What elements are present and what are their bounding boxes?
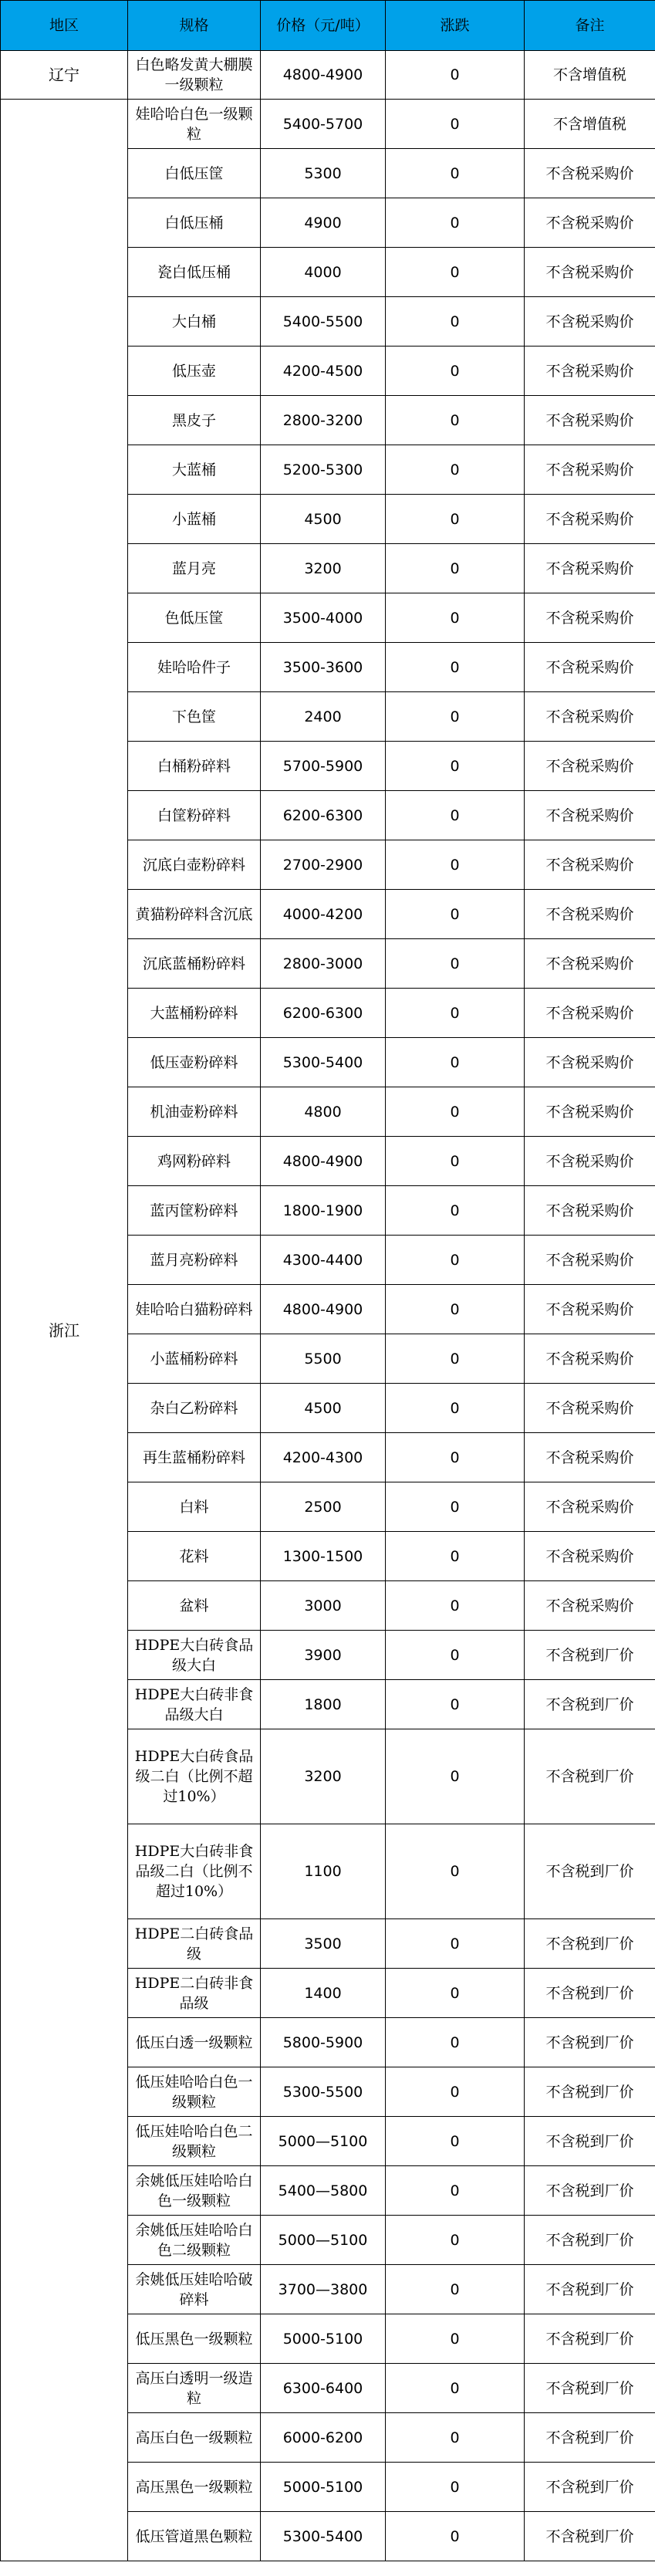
note-cell: 不含税到厂价	[525, 2512, 655, 2561]
spec-cell: 色低压筐	[128, 593, 261, 643]
spec-cell: 白低压桶	[128, 198, 261, 248]
note-cell: 不含税采购价	[525, 1433, 655, 1482]
price-cell: 3500-4000	[261, 593, 386, 643]
change-cell: 0	[386, 2166, 525, 2216]
spec-cell: 娃哈哈白色一级颗粒	[128, 100, 261, 149]
change-cell: 0	[386, 1631, 525, 1680]
change-cell: 0	[386, 1038, 525, 1087]
price-cell: 2800-3000	[261, 939, 386, 989]
spec-cell: HDPE大白砖食品级大白	[128, 1631, 261, 1680]
spec-cell: 沉底蓝桶粉碎料	[128, 939, 261, 989]
price-cell: 5000—5100	[261, 2117, 386, 2166]
change-cell: 0	[386, 396, 525, 445]
note-cell: 不含税到厂价	[525, 1680, 655, 1729]
spec-cell: 白桶粉碎料	[128, 742, 261, 791]
price-cell: 4800-4900	[261, 51, 386, 100]
change-cell: 0	[386, 2463, 525, 2512]
note-cell: 不含税采购价	[525, 1038, 655, 1087]
note-cell: 不含税到厂价	[525, 1919, 655, 1969]
price-cell: 2500	[261, 1482, 386, 1532]
price-cell: 4800	[261, 1087, 386, 1137]
spec-cell: 白筐粉碎料	[128, 791, 261, 840]
spec-cell: HDPE大白砖非食品级大白	[128, 1680, 261, 1729]
spec-cell: 蓝月亮粉碎料	[128, 1236, 261, 1285]
note-cell: 不含税采购价	[525, 840, 655, 890]
price-cell: 3000	[261, 1581, 386, 1631]
change-cell: 0	[386, 1137, 525, 1186]
note-cell: 不含增值税	[525, 51, 655, 100]
change-cell: 0	[386, 297, 525, 347]
price-cell: 5000-5100	[261, 2463, 386, 2512]
spec-cell: 花料	[128, 1532, 261, 1581]
spec-cell: 高压黑色一级颗粒	[128, 2463, 261, 2512]
price-cell: 5200-5300	[261, 445, 386, 495]
note-cell: 不含税采购价	[525, 890, 655, 939]
note-cell: 不含税采购价	[525, 1581, 655, 1631]
note-cell: 不含税到厂价	[525, 2463, 655, 2512]
spec-cell: 大蓝桶粉碎料	[128, 989, 261, 1038]
note-cell: 不含税采购价	[525, 198, 655, 248]
spec-cell: 机油壶粉碎料	[128, 1087, 261, 1137]
price-cell: 2400	[261, 692, 386, 742]
note-cell: 不含税采购价	[525, 1137, 655, 1186]
spec-cell: HDPE大白砖非食品级二白（比例不超过10%）	[128, 1824, 261, 1919]
price-cell: 5300-5400	[261, 1038, 386, 1087]
note-cell: 不含税采购价	[525, 248, 655, 297]
note-cell: 不含税采购价	[525, 989, 655, 1038]
change-cell: 0	[386, 1087, 525, 1137]
price-cell: 1100	[261, 1824, 386, 1919]
spec-cell: 低压管道黑色颗粒	[128, 2512, 261, 2561]
note-cell: 不含税采购价	[525, 692, 655, 742]
region-cell: 辽宁	[1, 51, 128, 100]
price-cell: 4800-4900	[261, 1137, 386, 1186]
price-cell: 3500-3600	[261, 643, 386, 692]
spec-cell: 瓷白低压桶	[128, 248, 261, 297]
price-cell: 2700-2900	[261, 840, 386, 890]
note-cell: 不含税到厂价	[525, 1729, 655, 1824]
change-cell: 0	[386, 2364, 525, 2413]
spec-cell: 小蓝桶粉碎料	[128, 1334, 261, 1384]
change-cell: 0	[386, 1236, 525, 1285]
note-cell: 不含税采购价	[525, 297, 655, 347]
price-cell: 4000-4200	[261, 890, 386, 939]
header-note: 备注	[525, 1, 655, 51]
price-cell: 5300-5400	[261, 2512, 386, 2561]
spec-cell: 低压娃哈哈白色一级颗粒	[128, 2067, 261, 2117]
note-cell: 不含税采购价	[525, 939, 655, 989]
change-cell: 0	[386, 643, 525, 692]
header-region: 地区	[1, 1, 128, 51]
change-cell: 0	[386, 1680, 525, 1729]
change-cell: 0	[386, 2314, 525, 2364]
price-cell: 5000—5100	[261, 2216, 386, 2265]
change-cell: 0	[386, 198, 525, 248]
change-cell: 0	[386, 347, 525, 396]
change-cell: 0	[386, 1285, 525, 1334]
note-cell: 不含税到厂价	[525, 2117, 655, 2166]
spec-cell: 低压壶粉碎料	[128, 1038, 261, 1087]
header-row	[1, 1, 655, 51]
note-cell: 不含税采购价	[525, 1384, 655, 1433]
price-cell: 2800-3200	[261, 396, 386, 445]
price-cell: 3900	[261, 1631, 386, 1680]
spec-cell: 低压壶	[128, 347, 261, 396]
change-cell: 0	[386, 445, 525, 495]
spec-cell: 蓝月亮	[128, 544, 261, 593]
price-cell: 6300-6400	[261, 2364, 386, 2413]
note-cell: 不含税采购价	[525, 1236, 655, 1285]
change-cell: 0	[386, 248, 525, 297]
change-cell: 0	[386, 544, 525, 593]
spec-cell: 余姚低压娃哈哈白色二级颗粒	[128, 2216, 261, 2265]
price-cell: 3200	[261, 544, 386, 593]
price-cell: 6200-6300	[261, 791, 386, 840]
price-cell: 4500	[261, 495, 386, 544]
spec-cell: 鸡网粉碎料	[128, 1137, 261, 1186]
note-cell: 不含税采购价	[525, 1532, 655, 1581]
change-cell: 0	[386, 1482, 525, 1532]
change-cell: 0	[386, 2117, 525, 2166]
change-cell: 0	[386, 791, 525, 840]
note-cell: 不含税采购价	[525, 643, 655, 692]
spec-cell: 白色略发黄大棚膜一级颗粒	[128, 51, 261, 100]
spec-cell: 蓝丙筐粉碎料	[128, 1186, 261, 1236]
price-cell: 5400-5700	[261, 100, 386, 149]
price-cell: 5500	[261, 1334, 386, 1384]
change-cell: 0	[386, 2413, 525, 2463]
change-cell: 0	[386, 2216, 525, 2265]
change-cell: 0	[386, 1433, 525, 1482]
spec-cell: 白低压筐	[128, 149, 261, 198]
header-spec: 规格	[128, 1, 261, 51]
note-cell: 不含税到厂价	[525, 1631, 655, 1680]
note-cell: 不含增值税	[525, 100, 655, 149]
spec-cell: 低压娃哈哈白色二级颗粒	[128, 2117, 261, 2166]
spec-cell: 低压黑色一级颗粒	[128, 2314, 261, 2364]
note-cell: 不含税采购价	[525, 396, 655, 445]
change-cell: 0	[386, 1581, 525, 1631]
price-cell: 5400—5800	[261, 2166, 386, 2216]
note-cell: 不含税到厂价	[525, 2364, 655, 2413]
price-cell: 1300-1500	[261, 1532, 386, 1581]
change-cell: 0	[386, 2512, 525, 2561]
note-cell: 不含税采购价	[525, 347, 655, 396]
price-cell: 5700-5900	[261, 742, 386, 791]
note-cell: 不含税采购价	[525, 1285, 655, 1334]
change-cell: 0	[386, 939, 525, 989]
price-cell: 5300-5500	[261, 2067, 386, 2117]
change-cell: 0	[386, 51, 525, 100]
price-cell: 5400-5500	[261, 297, 386, 347]
note-cell: 不含税采购价	[525, 742, 655, 791]
price-cell: 5000-5100	[261, 2314, 386, 2364]
price-cell: 6200-6300	[261, 989, 386, 1038]
table-row	[1, 51, 655, 100]
price-cell: 5800-5900	[261, 2018, 386, 2067]
note-cell: 不含税到厂价	[525, 2018, 655, 2067]
note-cell: 不含税采购价	[525, 149, 655, 198]
change-cell: 0	[386, 1824, 525, 1919]
change-cell: 0	[386, 1729, 525, 1824]
note-cell: 不含税采购价	[525, 791, 655, 840]
spec-cell: 黄猫粉碎料含沉底	[128, 890, 261, 939]
spec-cell: 大蓝桶	[128, 445, 261, 495]
change-cell: 0	[386, 1969, 525, 2018]
price-cell: 1800-1900	[261, 1186, 386, 1236]
change-cell: 0	[386, 692, 525, 742]
note-cell: 不含税采购价	[525, 1087, 655, 1137]
spec-cell: 娃哈哈件子	[128, 643, 261, 692]
spec-cell: 沉底白壶粉碎料	[128, 840, 261, 890]
spec-cell: 低压白透一级颗粒	[128, 2018, 261, 2067]
change-cell: 0	[386, 840, 525, 890]
price-cell: 4900	[261, 198, 386, 248]
change-cell: 0	[386, 1334, 525, 1384]
spec-cell: 下色筐	[128, 692, 261, 742]
price-cell: 4200-4500	[261, 347, 386, 396]
spec-cell: HDPE大白砖食品级二白（比例不超过10%）	[128, 1729, 261, 1824]
spec-cell: 大白桶	[128, 297, 261, 347]
header-price: 价格（元/吨）	[261, 1, 386, 51]
change-cell: 0	[386, 149, 525, 198]
spec-cell: 娃哈哈白猫粉碎料	[128, 1285, 261, 1334]
price-cell: 3700—3800	[261, 2265, 386, 2314]
spec-cell: 再生蓝桶粉碎料	[128, 1433, 261, 1482]
change-cell: 0	[386, 100, 525, 149]
change-cell: 0	[386, 2067, 525, 2117]
note-cell: 不含税到厂价	[525, 2216, 655, 2265]
price-cell: 4500	[261, 1384, 386, 1433]
change-cell: 0	[386, 1384, 525, 1433]
note-cell: 不含税采购价	[525, 593, 655, 643]
note-cell: 不含税到厂价	[525, 2265, 655, 2314]
spec-cell: 盆料	[128, 1581, 261, 1631]
price-cell: 4800-4900	[261, 1285, 386, 1334]
spec-cell: 黑皮子	[128, 396, 261, 445]
price-cell: 1400	[261, 1969, 386, 2018]
spec-cell: 小蓝桶	[128, 495, 261, 544]
price-cell: 1800	[261, 1680, 386, 1729]
change-cell: 0	[386, 1919, 525, 1969]
price-cell: 5300	[261, 149, 386, 198]
spec-cell: 白料	[128, 1482, 261, 1532]
spec-cell: 余姚低压娃哈哈白色一级颗粒	[128, 2166, 261, 2216]
note-cell: 不含税到厂价	[525, 2166, 655, 2216]
change-cell: 0	[386, 1532, 525, 1581]
price-cell: 3500	[261, 1919, 386, 1969]
note-cell: 不含税到厂价	[525, 1824, 655, 1919]
price-cell: 4300-4400	[261, 1236, 386, 1285]
spec-cell: 高压白色一级颗粒	[128, 2413, 261, 2463]
change-cell: 0	[386, 989, 525, 1038]
note-cell: 不含税采购价	[525, 544, 655, 593]
note-cell: 不含税采购价	[525, 1334, 655, 1384]
note-cell: 不含税到厂价	[525, 2314, 655, 2364]
change-cell: 0	[386, 593, 525, 643]
spec-cell: 余姚低压娃哈哈破碎料	[128, 2265, 261, 2314]
price-cell: 3200	[261, 1729, 386, 1824]
price-cell: 6000-6200	[261, 2413, 386, 2463]
change-cell: 0	[386, 495, 525, 544]
table-body	[1, 51, 655, 2561]
spec-cell: HDPE二白砖食品级	[128, 1919, 261, 1969]
table-row	[1, 100, 655, 149]
change-cell: 0	[386, 742, 525, 791]
note-cell: 不含税采购价	[525, 445, 655, 495]
note-cell: 不含税到厂价	[525, 1969, 655, 2018]
change-cell: 0	[386, 1186, 525, 1236]
price-cell: 4000	[261, 248, 386, 297]
note-cell: 不含税到厂价	[525, 2413, 655, 2463]
header-change: 涨跌	[386, 1, 525, 51]
note-cell: 不含税采购价	[525, 1482, 655, 1532]
price-cell: 4200-4300	[261, 1433, 386, 1482]
region-cell: 浙江	[1, 100, 128, 2561]
note-cell: 不含税到厂价	[525, 2067, 655, 2117]
spec-cell: 杂白乙粉碎料	[128, 1384, 261, 1433]
note-cell: 不含税采购价	[525, 495, 655, 544]
change-cell: 0	[386, 2018, 525, 2067]
change-cell: 0	[386, 2265, 525, 2314]
spec-cell: 高压白透明一级造粒	[128, 2364, 261, 2413]
change-cell: 0	[386, 890, 525, 939]
note-cell: 不含税采购价	[525, 1186, 655, 1236]
spec-cell: HDPE二白砖非食品级	[128, 1969, 261, 2018]
